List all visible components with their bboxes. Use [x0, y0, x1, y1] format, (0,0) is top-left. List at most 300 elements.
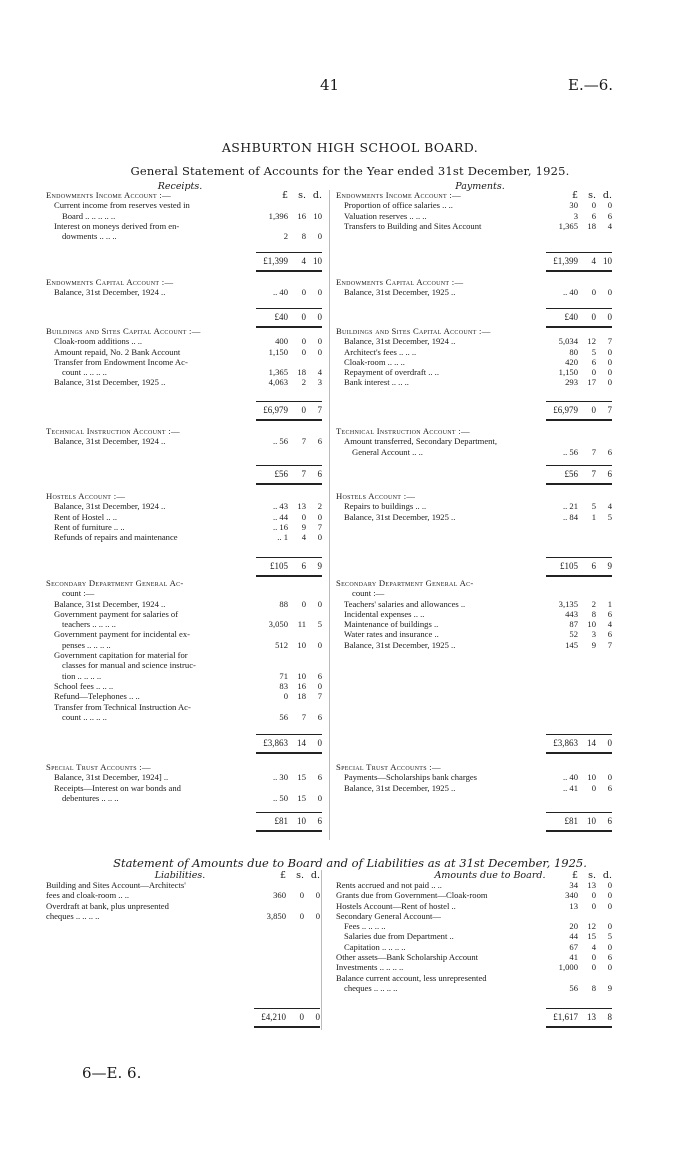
amount-shillings: 8 — [591, 608, 596, 619]
amount-pounds: 1,150 — [558, 367, 578, 378]
total-pence: 0 — [317, 312, 322, 322]
account-line — [336, 447, 612, 457]
amount-shillings: 0 — [299, 910, 304, 921]
statement-line — [336, 901, 612, 911]
account-line — [46, 436, 322, 446]
amount-shillings: 5 — [591, 501, 596, 512]
account-heading: Endowments Income Account :— — [46, 190, 172, 200]
total-shillings: 0 — [299, 1012, 304, 1022]
amount-pounds: .. 1 — [277, 532, 288, 543]
account-line — [46, 660, 322, 670]
account-line — [46, 629, 322, 639]
account-line — [336, 211, 612, 221]
rule — [546, 465, 612, 466]
rule — [256, 308, 322, 309]
total-shillings: 0 — [591, 405, 596, 415]
account-heading: Secondary Department General Ac- — [336, 578, 474, 588]
amount-pence: 0 — [607, 890, 612, 901]
account-line — [336, 783, 612, 793]
amount-pence: 0 — [607, 377, 612, 388]
double-rule — [546, 575, 612, 577]
payments-column-heads: £ s. d. — [571, 190, 612, 201]
total-pounds: £4,210 — [261, 1012, 286, 1022]
line-description: Transfer from Technical Instruction Ac- — [54, 701, 191, 712]
line-description: Amount transferred, Secondary Department, — [344, 436, 497, 447]
statement-line — [336, 880, 612, 890]
amount-pence: 0 — [607, 356, 612, 367]
account-line — [336, 287, 612, 297]
account-line — [46, 336, 322, 346]
line-description: Balance, 31st December, 1924 .. — [54, 287, 166, 298]
account-line — [336, 599, 612, 609]
amount-pence: 0 — [317, 792, 322, 803]
amount-pence: 6 — [607, 608, 612, 619]
amount-pence: 6 — [607, 782, 612, 793]
amount-pounds: .. 40 — [272, 287, 288, 298]
amount-pounds: 41 — [569, 952, 578, 963]
amount-shillings: 0 — [591, 962, 596, 973]
amount-shillings: 8 — [301, 231, 306, 242]
account-heading: Buildings and Sites Capital Account :— — [336, 326, 491, 336]
section-total — [232, 405, 322, 415]
account-line — [336, 512, 612, 522]
amount-pounds: 443 — [565, 608, 578, 619]
section-total — [232, 738, 322, 748]
document-reference: E.—6. — [568, 76, 614, 94]
total-shillings: 14 — [587, 738, 596, 748]
amount-shillings: 13 — [587, 880, 596, 890]
line-description: Maintenance of buildings .. — [344, 619, 439, 630]
amount-shillings: 15 — [297, 772, 306, 783]
total-pounds: £3,863 — [553, 738, 578, 748]
amount-shillings: 3 — [591, 629, 596, 640]
double-rule — [254, 1026, 320, 1028]
amount-pence: 0 — [607, 880, 612, 890]
amount-pence: 0 — [607, 921, 612, 932]
amount-pence: 0 — [607, 962, 612, 973]
account-heading: Hostels Account :— — [46, 491, 126, 501]
amount-shillings: 0 — [591, 287, 596, 298]
amount-pence: 6 — [607, 952, 612, 963]
amount-shillings: 7 — [591, 446, 596, 457]
section-total — [522, 405, 612, 415]
column-divider — [329, 190, 330, 840]
line-description: Board .. .. .. .. .. — [62, 210, 116, 221]
line-description: Transfer from Endowment Income Ac- — [54, 356, 188, 367]
amount-pence: 0 — [317, 639, 322, 650]
amount-pounds: 1,000 — [558, 962, 578, 973]
amount-shillings: 11 — [297, 619, 306, 630]
amount-pence: 6 — [317, 436, 322, 447]
total-pounds: £105 — [270, 561, 288, 571]
line-description: Receipts—Interest on war bonds and — [54, 782, 181, 793]
amount-pence: 0 — [607, 367, 612, 378]
line-description: penses .. .. .. .. — [62, 639, 111, 650]
account-heading: Endowments Capital Account :— — [336, 277, 464, 287]
amount-pounds: 4,063 — [268, 377, 288, 388]
amount-pence: 6 — [607, 629, 612, 640]
statement-line — [336, 911, 612, 921]
line-description: Overdraft at bank, plus unpresented — [46, 900, 169, 911]
amount-pounds: 420 — [565, 356, 578, 367]
amount-shillings: 0 — [591, 200, 596, 211]
amount-pence: 3 — [317, 377, 322, 388]
amount-pence: 1 — [607, 598, 612, 609]
rule — [256, 252, 322, 253]
amount-shillings: 10 — [587, 772, 596, 783]
statement-line — [46, 890, 320, 900]
rule — [546, 557, 612, 558]
statement-line — [336, 931, 612, 941]
amount-shillings: 2 — [301, 377, 306, 388]
line-description: Balance, 31st December, 1925 .. — [344, 287, 456, 298]
account-line — [336, 588, 612, 598]
section-total — [232, 256, 322, 266]
amount-shillings: 2 — [591, 598, 596, 609]
account-section — [46, 762, 322, 803]
account-heading: Hostels Account :— — [336, 491, 416, 501]
total-pounds: £3,863 — [263, 738, 288, 748]
section-total — [522, 816, 612, 826]
amount-pence: 4 — [607, 619, 612, 630]
account-line — [46, 619, 322, 629]
amount-pence: 0 — [317, 346, 322, 357]
line-description: Water rates and insurance .. — [344, 629, 439, 640]
rule — [256, 734, 322, 735]
payments-heading: Payments. — [455, 181, 505, 192]
amount-shillings: 0 — [591, 782, 596, 793]
line-description: Secondary General Account— — [336, 910, 441, 921]
statement-line — [336, 973, 612, 983]
total-shillings: 7 — [301, 469, 306, 479]
amount-shillings: 16 — [297, 680, 306, 691]
line-description: Repayment of overdraft .. .. — [344, 367, 439, 378]
total-pence: 7 — [607, 405, 612, 415]
amount-shillings: 1 — [591, 511, 596, 522]
line-description: Incidental expenses .. .. — [344, 608, 425, 619]
statement-line — [336, 942, 612, 952]
line-description: Transfers to Building and Sites Account — [344, 220, 482, 231]
line-description: dowments .. .. .. — [62, 231, 117, 242]
amount-pounds: 145 — [565, 639, 578, 650]
account-line — [336, 640, 612, 650]
account-line — [46, 783, 322, 793]
amount-shillings: 10 — [587, 619, 596, 630]
amount-shillings: 17 — [587, 377, 596, 388]
amount-pounds: 44 — [569, 931, 578, 942]
amount-pence: 10 — [313, 210, 322, 221]
line-description: classes for manual and science instruc- — [62, 660, 196, 671]
statement-line — [336, 921, 612, 931]
account-line — [46, 200, 322, 210]
amount-pence: 9 — [607, 982, 612, 993]
account-line — [336, 609, 612, 619]
total-pence: 6 — [607, 816, 612, 826]
amount-pence: 2 — [317, 501, 322, 512]
line-description: Balance, 31st December, 1924 .. — [344, 336, 456, 347]
statement-line — [336, 962, 612, 972]
total-shillings: 7 — [591, 469, 596, 479]
account-section — [46, 190, 322, 241]
section-total — [522, 738, 612, 748]
amount-pounds: .. 16 — [272, 521, 288, 532]
amount-shillings: 15 — [297, 792, 306, 803]
amount-shillings: 18 — [297, 691, 306, 702]
amount-pounds: 3,050 — [268, 619, 288, 630]
amount-pence: 0 — [607, 346, 612, 357]
account-section — [46, 491, 322, 542]
total-pence: 8 — [607, 1012, 612, 1022]
line-description: Rent of furniture .. .. — [54, 521, 125, 532]
amount-pence: 0 — [315, 890, 320, 901]
double-rule — [256, 419, 322, 421]
amount-shillings: 6 — [591, 210, 596, 221]
amount-pence: 0 — [317, 287, 322, 298]
total-shillings: 0 — [301, 312, 306, 322]
section-total — [232, 312, 322, 322]
amount-pounds: 20 — [569, 921, 578, 932]
account-line — [46, 712, 322, 722]
total-pounds: £56 — [564, 469, 578, 479]
account-line — [46, 588, 322, 598]
account-heading: Special Trust Accounts :— — [336, 762, 441, 772]
line-description: Balance, 31st December, 1924 .. — [54, 436, 166, 447]
account-line — [46, 211, 322, 221]
total-pence: 10 — [603, 256, 612, 266]
amount-pounds: 5,034 — [558, 336, 578, 347]
line-description: Government capitation for material for — [54, 650, 188, 661]
amount-shillings: 16 — [297, 210, 306, 221]
total-pounds: £81 — [274, 816, 288, 826]
amount-pounds: 56 — [279, 711, 288, 722]
rule — [256, 401, 322, 402]
account-line — [46, 599, 322, 609]
rule — [256, 465, 322, 466]
amount-pounds: 56 — [569, 982, 578, 993]
line-description: Teachers' salaries and allowances .. — [344, 598, 466, 609]
total-pence: 7 — [317, 405, 322, 415]
line-description: Balance, 31st December, 1925 .. — [344, 782, 456, 793]
total-shillings: 13 — [587, 1012, 596, 1022]
account-section — [46, 426, 322, 447]
amount-pence: 0 — [317, 532, 322, 543]
line-description: Investments .. .. .. .. — [336, 962, 404, 973]
line-description: count :— — [62, 588, 95, 599]
account-line — [46, 650, 322, 660]
amount-pounds: 71 — [279, 670, 288, 681]
account-section — [336, 277, 612, 298]
amount-pence: 7 — [317, 691, 322, 702]
footer-signature: 6—E. 6. — [82, 1064, 142, 1082]
line-description: Government payment for incidental ex- — [54, 629, 191, 640]
rule — [546, 401, 612, 402]
account-heading: Special Trust Accounts :— — [46, 762, 151, 772]
account-line — [46, 231, 322, 241]
amount-pounds: .. 30 — [272, 772, 288, 783]
rule — [254, 1008, 320, 1009]
amount-pence: 0 — [607, 772, 612, 783]
line-description: debentures .. .. .. — [62, 792, 119, 803]
amount-shillings: 0 — [301, 598, 306, 609]
total-pence: 0 — [317, 738, 322, 748]
line-description: Bank interest .. .. .. — [344, 377, 409, 388]
statement-divider — [321, 870, 322, 1030]
section-total — [232, 469, 322, 479]
account-line — [46, 793, 322, 803]
line-description: Hostels Account—Rent of hostel .. — [336, 900, 456, 911]
receipts-heading: Receipts. — [157, 181, 203, 192]
line-description: Current income from reserves vested in — [54, 200, 190, 211]
line-description: Amount repaid, No. 2 Bank Account — [54, 346, 181, 357]
total-shillings: 14 — [297, 738, 306, 748]
line-description: Grants due from Government—Cloak-room — [336, 890, 488, 901]
amount-pence: 0 — [315, 910, 320, 921]
amount-shillings: 4 — [301, 532, 306, 543]
amount-shillings: 4 — [591, 941, 596, 952]
total-pounds: £6,979 — [263, 405, 288, 415]
amount-pounds: 1,150 — [268, 346, 288, 357]
section-total — [522, 561, 612, 571]
account-line — [336, 436, 612, 446]
amount-pence: 7 — [317, 521, 322, 532]
amount-shillings: 0 — [301, 511, 306, 522]
amount-pounds: .. 44 — [272, 511, 288, 522]
total-pounds: £40 — [564, 312, 578, 322]
double-rule — [546, 830, 612, 832]
account-section — [336, 326, 612, 388]
account-section — [336, 426, 612, 457]
account-line — [336, 501, 612, 511]
statement-subtitle: General Statement of Accounts for the Year ended 31st December, 1925. — [130, 164, 570, 178]
account-line — [46, 377, 322, 387]
double-rule — [546, 419, 612, 421]
amount-pounds: 3,135 — [558, 598, 578, 609]
total-pounds: £1,399 — [263, 256, 288, 266]
total-pounds: £105 — [560, 561, 578, 571]
total-pence: 0 — [607, 738, 612, 748]
double-rule — [546, 752, 612, 754]
amount-shillings: 12 — [587, 336, 596, 347]
double-rule — [546, 1026, 612, 1028]
statement-list — [46, 880, 320, 921]
amount-pence: 4 — [607, 220, 612, 231]
amount-pounds: 87 — [569, 619, 578, 630]
account-line — [46, 221, 322, 231]
amount-pounds: 293 — [565, 377, 578, 388]
amount-pounds: .. 41 — [562, 782, 578, 793]
amount-pounds: 1,365 — [268, 367, 288, 378]
section-total — [522, 256, 612, 266]
receipts-column-heads: £ s. d. — [281, 190, 322, 201]
amount-shillings: 0 — [301, 346, 306, 357]
statement-total — [522, 1012, 612, 1022]
total-pounds: £6,979 — [553, 405, 578, 415]
statement-list — [336, 880, 612, 993]
line-description: count :— — [352, 588, 385, 599]
amount-shillings: 9 — [591, 639, 596, 650]
total-shillings: 6 — [591, 561, 596, 571]
line-description: Architect's fees .. .. .. — [344, 346, 417, 357]
amount-shillings: 0 — [591, 367, 596, 378]
amount-shillings: 0 — [591, 952, 596, 963]
total-pence: 10 — [313, 256, 322, 266]
line-description: Proportion of office salaries .. .. — [344, 200, 453, 211]
total-shillings: 10 — [587, 816, 596, 826]
liabilities-heading: Liabilities. — [154, 870, 206, 881]
line-description: Balance current account, less unrepresented — [336, 972, 487, 983]
amount-shillings: 15 — [587, 931, 596, 942]
line-description: fees and cloak-room .. .. — [46, 890, 130, 901]
account-section — [336, 190, 612, 231]
amount-pounds: 88 — [279, 598, 288, 609]
amount-pounds: 400 — [275, 336, 288, 347]
amount-pounds: 30 — [569, 200, 578, 211]
double-rule — [256, 575, 322, 577]
amount-pounds: 52 — [569, 629, 578, 640]
line-description: Balance, 31st December, 1924 .. — [54, 598, 166, 609]
double-rule — [256, 483, 322, 485]
line-description: Refunds of repairs and maintenance — [54, 532, 178, 543]
total-pence: 6 — [607, 469, 612, 479]
account-line — [46, 287, 322, 297]
amount-pounds: .. 21 — [562, 501, 578, 512]
page-title: ASHBURTON HIGH SCHOOL BOARD. — [221, 140, 479, 155]
line-description: tion .. .. .. .. — [62, 670, 102, 681]
total-shillings: 6 — [301, 561, 306, 571]
amount-pounds: .. 84 — [562, 511, 578, 522]
amount-pence: 0 — [317, 231, 322, 242]
section-total — [232, 561, 322, 571]
amount-pence: 6 — [607, 210, 612, 221]
account-line — [46, 772, 322, 782]
amount-shillings: 0 — [591, 900, 596, 911]
account-line — [336, 336, 612, 346]
amount-pence: 6 — [317, 711, 322, 722]
amount-pence: 7 — [607, 639, 612, 650]
statement-total — [230, 1012, 320, 1022]
account-section — [46, 578, 322, 722]
rule — [546, 252, 612, 253]
amount-shillings: 0 — [299, 890, 304, 901]
amount-shillings: 10 — [297, 639, 306, 650]
line-description: Salaries due from Department .. — [344, 931, 454, 942]
account-section — [336, 491, 612, 522]
account-line — [46, 522, 322, 532]
amount-shillings: 5 — [591, 346, 596, 357]
account-line — [46, 367, 322, 377]
line-description: Rents accrued and not paid .. .. — [336, 880, 442, 890]
total-pence: 0 — [315, 1012, 320, 1022]
account-line — [336, 772, 612, 782]
amount-pounds: .. 40 — [562, 772, 578, 783]
liabilities-column-heads: £ s. d. — [279, 870, 320, 881]
line-description: Balance, 31st December, 1924 .. — [54, 501, 166, 512]
amount-pounds: .. 56 — [562, 446, 578, 457]
amount-pence: 6 — [317, 670, 322, 681]
account-line — [46, 681, 322, 691]
rule — [546, 734, 612, 735]
line-description: Payments—Scholarships bank charges — [344, 772, 478, 783]
account-line — [46, 501, 322, 511]
rule — [546, 1008, 612, 1009]
account-line — [46, 691, 322, 701]
line-description: Balance, 31st December, 1925 .. — [344, 639, 456, 650]
rule — [256, 812, 322, 813]
total-shillings: 4 — [591, 256, 596, 266]
line-description: Repairs to buildings .. .. — [344, 501, 427, 512]
account-line — [46, 357, 322, 367]
line-description: Refund—Telephones .. .. — [54, 691, 140, 702]
